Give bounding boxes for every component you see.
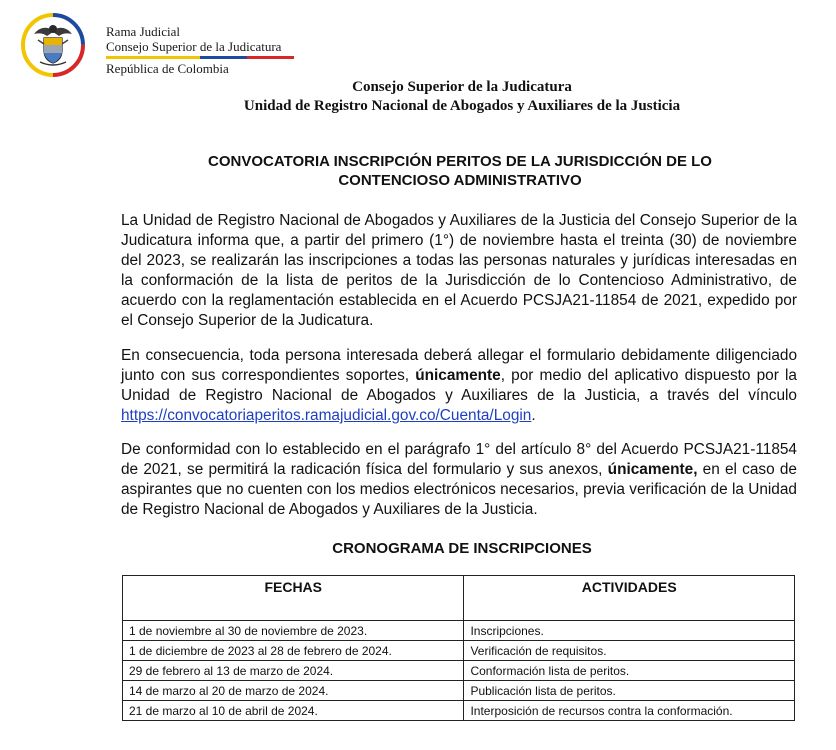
- p3-text-end: en el caso de aspirantes que no cuenten con los medios electrónicos necesarios, previa verificación de la Unidad de Registro Nacional de Abogados y Auxiliares de la Justicia.: [121, 461, 797, 518]
- p2-text-start: En consecuencia, toda persona interesada deberá allegar el formulario debidamente diligenciado junto con sus correspondientes soportes,: [121, 347, 797, 384]
- table-row: [123, 661, 795, 681]
- document-title-line2: CONTENCIOSO ADMINISTRATIVO: [338, 172, 582, 189]
- p3-emphasis: únicamente,: [607, 461, 698, 478]
- row-date: 1 de noviembre al 30 de noviembre de 2023.: [123, 621, 464, 641]
- paragraph-announcement: La Unidad de Registro Nacional de Abogados y Auxiliares de la Justicia del Consejo Superior de la Judicatura informa que, a partir del primero (1°) de noviembre hasta el treinta (30) de noviembre del 2023, se realizarán las inscripciones a todas las personas naturales y jurídicas interesadas en la conformación de la lista de peritos de la Jurisdicción de lo Contencioso Administrativo, de acuerdo con la reglamentación establecida en el Acuerdo PCSJA21-11854 de 2021, expedido por el Consejo Superior de la Judicatura.: [121, 212, 797, 329]
- p2-text-middle: , por medio del aplicativo dispuesto por la Unidad de Registro Nacional de Abogados y Auxiliares de la Justicia, a través del vínculo: [121, 367, 797, 404]
- row-activity: Inscripciones.: [464, 621, 795, 641]
- organization-unit: Unidad de Registro Nacional de Abogados y Auxiliares de la Justicia: [243, 98, 681, 114]
- paragraph-application-process: [121, 346, 797, 426]
- p2-emphasis: únicamente: [415, 367, 501, 384]
- schedule-title: CRONOGRAMA DE INSCRIPCIONES: [332, 540, 592, 557]
- p2-text-end: .: [531, 407, 536, 424]
- schedule-table: [122, 575, 795, 721]
- letterhead: [14, 8, 304, 80]
- row-activity: Verificación de requisitos.: [464, 641, 795, 661]
- table-row: [123, 641, 795, 661]
- organization-name: Consejo Superior de la Judicatura: [352, 79, 572, 95]
- row-date: 21 de marzo al 10 de abril de 2024.: [123, 701, 464, 721]
- application-portal-link[interactable]: https://convocatoriaperitos.ramajudicial.gov.co/Cuenta/Login: [121, 407, 532, 424]
- row-activity: Conformación lista de peritos.: [464, 661, 795, 681]
- organization-heading: [0, 78, 836, 116]
- row-date: 1 de diciembre de 2023 al 28 de febrero de 2024.: [123, 641, 464, 661]
- letterhead-council: Consejo Superior de la Judicatura: [106, 39, 282, 54]
- p3-text-start: De conformidad con lo establecido en el parágrafo 1° del artículo 8° del Acuerdo PCSJA21-11854 de 2021, se permitirá la radicación física del formulario y sus anexos,: [121, 441, 797, 478]
- row-activity: Publicación lista de peritos.: [464, 681, 795, 701]
- document-title-line1: CONVOCATORIA INSCRIPCIÓN PERITOS DE LA JURISDICCIÓN DE LO: [208, 153, 712, 170]
- schedule-header-row: [123, 576, 795, 621]
- letterhead-branch: Rama Judicial: [106, 24, 181, 39]
- table-row: [123, 681, 795, 701]
- row-date: 29 de febrero al 13 de marzo de 2024.: [123, 661, 464, 681]
- column-header-dates: FECHAS: [123, 576, 464, 621]
- paragraph-physical-filing: [121, 440, 797, 520]
- flag-color-rule: [106, 56, 294, 59]
- letterhead-country: República de Colombia: [106, 61, 229, 76]
- row-date: 14 de marzo al 20 de marzo de 2024.: [123, 681, 464, 701]
- table-row: [123, 701, 795, 721]
- table-row: [123, 621, 795, 641]
- document-title: [150, 152, 770, 190]
- row-activity: Interposición de recursos contra la conformación.: [464, 701, 795, 721]
- column-header-activities: ACTIVIDADES: [464, 576, 795, 621]
- colombia-coat-of-arms-logo: [18, 10, 88, 80]
